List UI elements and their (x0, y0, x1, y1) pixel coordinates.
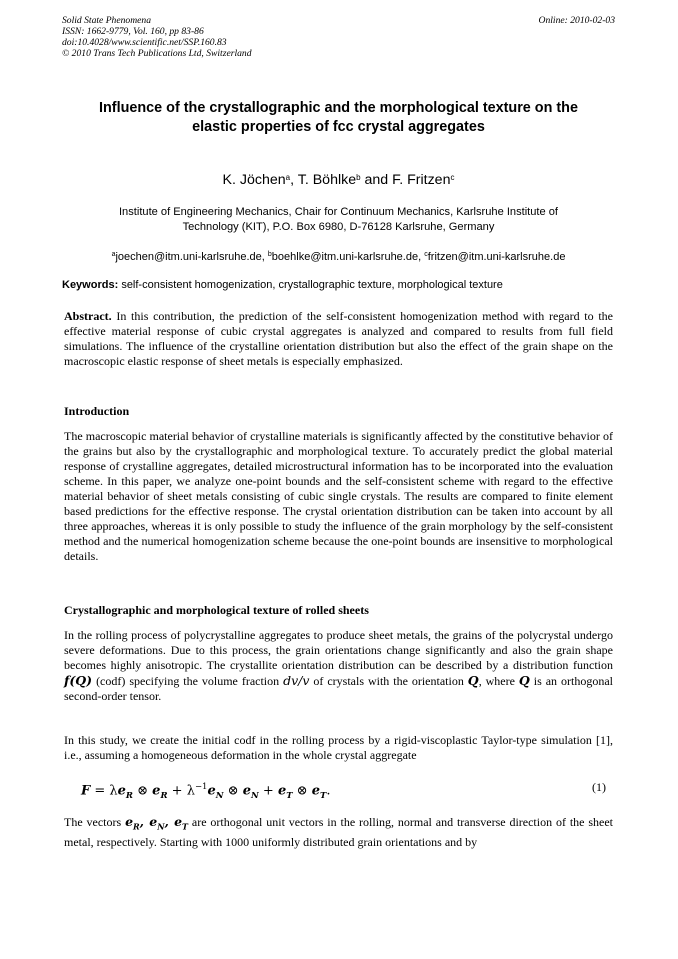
p1-text-a: In the rolling process of polycrystalline aggregates to produce sheet metals, the grains of the polycrystal undergo severe deformations. Due to this process, the grain orientations change significantly and also the grain shape becomes highly anisotropic. The crystallite orientation distribution can be described by a distribution function (64, 628, 613, 672)
journal-copyright: © 2010 Trans Tech Publications Ltd, Switzerland (62, 48, 252, 59)
codf-symbol: f(Q) (64, 673, 93, 688)
keywords (62, 278, 615, 292)
orientation-symbol: Q (467, 673, 479, 688)
equation-number: (1) (592, 780, 606, 794)
abstract-label: Abstract. (64, 309, 112, 323)
introduction-paragraph: The macroscopic material behavior of crystalline materials is significantly affected by the constitutive behavior of the grains but also by the crystallographic and morphological texture. To accurately predict the global material response of crystalline aggregates, detailed microstructural information has to be incorporated into the evaluation scheme. In this paper, we analyze one-point bounds and the self-consistent scheme with regard to the effective material behavior of sheet metals consisting of cubic single crystals. The results are compared to finite element based predictions for the effective response. The crystal orientation distribution can be taken into account by all three approaches, whereas it is only possible to study the influence of the grain morphology by the self-consistent method and the numerical homogenization scheme because the one-point bounds are insensitive to morphological details. (64, 429, 613, 563)
p1-text-e: is an orthogonal second-order tensor. (64, 674, 613, 703)
paper-title (62, 99, 615, 137)
abstract (64, 309, 613, 369)
title-line-2: elastic properties of fcc crystal aggregates (192, 119, 485, 135)
author-3-mark: c (450, 173, 455, 182)
orientation-symbol-2: Q (518, 673, 530, 688)
section-heading-introduction: Introduction (64, 404, 130, 418)
email-1: joechen@itm.uni-karlsruhe.de, (115, 251, 265, 263)
title-line-1: Influence of the crystallographic and the morphological texture on the (99, 100, 578, 116)
keywords-label: Keywords: (62, 279, 119, 291)
author-emails (62, 248, 615, 264)
journal-header (62, 15, 252, 59)
email-3-mark: c (424, 251, 428, 258)
section-heading-texture: Crystallographic and morphological texture of rolled sheets (64, 603, 369, 617)
email-2-mark: b (267, 251, 272, 258)
author-list: K. Jöchen$^a$, T. Böhlke$^b$ and F. Fritzen$^c$ (222, 172, 455, 188)
p3-text-a: The vectors (64, 815, 122, 829)
journal-name: Solid State Phenomena (62, 15, 151, 26)
email-2: boehlke@itm.uni-karlsruhe.de, (271, 251, 422, 263)
affiliation (62, 205, 615, 235)
keywords-text: self-consistent homogenization, crystallographic texture, morphological texture (121, 279, 503, 291)
email-3: fritzen@itm.uni-karlsruhe.de (427, 251, 566, 263)
author-2-mark: b (356, 173, 361, 182)
author-and: and (364, 172, 389, 188)
texture-paragraph-1 (64, 628, 613, 704)
p1-text-b: (codf) specifying the volume fraction (96, 674, 280, 688)
equation-1: $F = \lambda e_R$ ⊗ $e_R + \lambda^{-1}e_N$ ⊗ $e_N + e_T$ ⊗ $e_T$. (81, 782, 331, 801)
p3-text-b: are orthogonal unit vectors in the rolling, normal and transverse direction of the sheet metal, respectively. Starting with 1000 uniformly distributed grain orientations and by (64, 815, 614, 849)
abstract-text: In this contribution, the prediction of the self-consistent homogenization method with regard to the effective material response of cubic crystal aggregates is analyzed and compared to results from full field simulations. The influence of the crystalline orientation distribution but also the effect of the grain shape on the macroscopic elastic response of sheet metals is especially emphasized. (64, 309, 613, 368)
journal-doi: doi:10.4028/www.scientific.net/SSP.160.83 (62, 37, 227, 48)
author-2: T. Böhlke (297, 172, 357, 188)
affiliation-line-1: Institute of Engineering Mechanics, Chair for Continuum Mechanics, Karlsruhe Institute of (118, 206, 559, 218)
texture-paragraph-3 (64, 814, 613, 850)
volume-fraction-symbol: dv/v (283, 673, 310, 688)
author-3: F. Fritzen (392, 172, 451, 188)
unit-vectors: $e_R$, $e_N$, $e_T$ (125, 814, 188, 832)
online-date: Online: 2010-02-03 (538, 15, 615, 26)
texture-paragraph-2: In this study, we create the initial codf in the rolling process by a rigid-viscoplastic Taylor-type simulation [1], i.e., assuming a homogeneous deformation in the whole crystal aggregate (64, 733, 613, 762)
p1-text-d: , where (478, 674, 515, 688)
p1-text-c: of crystals with the orientation (313, 674, 464, 688)
affiliation-line-2: Technology (KIT), P.O. Box 6980, D-76128 Karlsruhe, Germany (182, 221, 495, 233)
author-1-mark: a (285, 173, 291, 182)
email-1-mark: a (111, 251, 116, 258)
journal-issn: ISSN: 1662-9779, Vol. 160, pp 83-86 (62, 26, 204, 37)
author-1: K. Jöchen (222, 172, 286, 188)
